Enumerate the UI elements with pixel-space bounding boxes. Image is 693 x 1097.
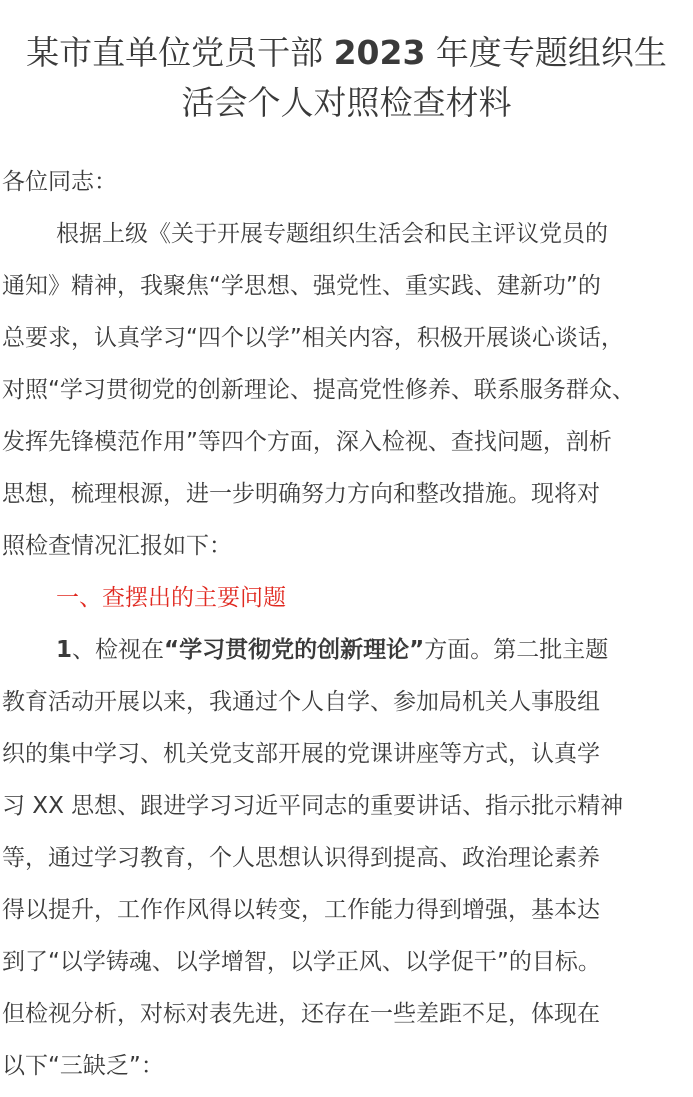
paragraph-2-line: 得以提升，工作作风得以转变，工作能力得到增强，基本达 [2, 897, 600, 923]
paragraph-2-line: 织的集中学习、机关党支部开展的党课讲座等方式，认真学 [2, 741, 600, 767]
title-line-1 [0, 28, 693, 78]
paragraph-1-line: 根据上级《关于开展专题组织生活会和民主评议党员的 [56, 221, 608, 247]
paragraph-2-line: 到了“以学铸魂、以学增智，以学正风、以学促干”的目标。 [2, 949, 601, 975]
paragraph-1-line: 照检查情况汇报如下： [2, 533, 232, 559]
paragraph-1-line: 思想，梳理根源，进一步明确努力方向和整改措施。现将对 [2, 481, 600, 507]
paragraph-2-line: 但检视分析，对标对表先进，还存在一些差距不足，体现在 [2, 1001, 600, 1027]
section-heading: 一、查摆出的主要问题 [56, 585, 286, 611]
paragraph-2-line: 教育活动开展以来，我通过个人自学、参加局机关人事股组 [2, 689, 600, 715]
item-1-number: 1 [56, 637, 73, 663]
item-1-first-line [2, 624, 693, 676]
paragraph-2-line: 等，通过学习教育，个人思想认识得到提高、政治理论素养 [2, 845, 600, 871]
title-line-2: 活会个人对照检查材料 [181, 83, 512, 122]
item-1-intro: 、检视在 [72, 637, 165, 663]
salutation: 各位同志： [2, 169, 117, 195]
item-1-quote: “学习贯彻党的创新理论” [164, 637, 425, 663]
paragraph-1-line: 发挥先锋模范作用”等四个方面，深入检视、查找问题，剖析 [2, 429, 612, 455]
paragraph-1-line: 总要求，认真学习“四个以学”相关内容，积极开展谈心谈话， [2, 325, 624, 351]
paragraph-1-line: 通知》精神，我聚焦“学思想、强党性、重实践、建新功”的 [2, 273, 601, 299]
paragraph-2-line: 以下“三缺乏”： [2, 1053, 164, 1079]
title-year: 2023 [333, 33, 426, 72]
paragraph-1-line: 对照“学习贯彻党的创新理论、提高党性修养、联系服务群众、 [2, 377, 635, 403]
title-suffix: 年度专题组织生 [435, 33, 667, 72]
title-prefix: 某市直单位党员干部 [26, 33, 324, 72]
item-1-after: 方面。第二批主题 [424, 637, 609, 663]
paragraph-2-line: 习 XX 思想、跟进学习习近平同志的重要讲话、指示批示精神 [2, 793, 624, 819]
document-body [2, 156, 693, 1092]
document-title [0, 0, 693, 128]
